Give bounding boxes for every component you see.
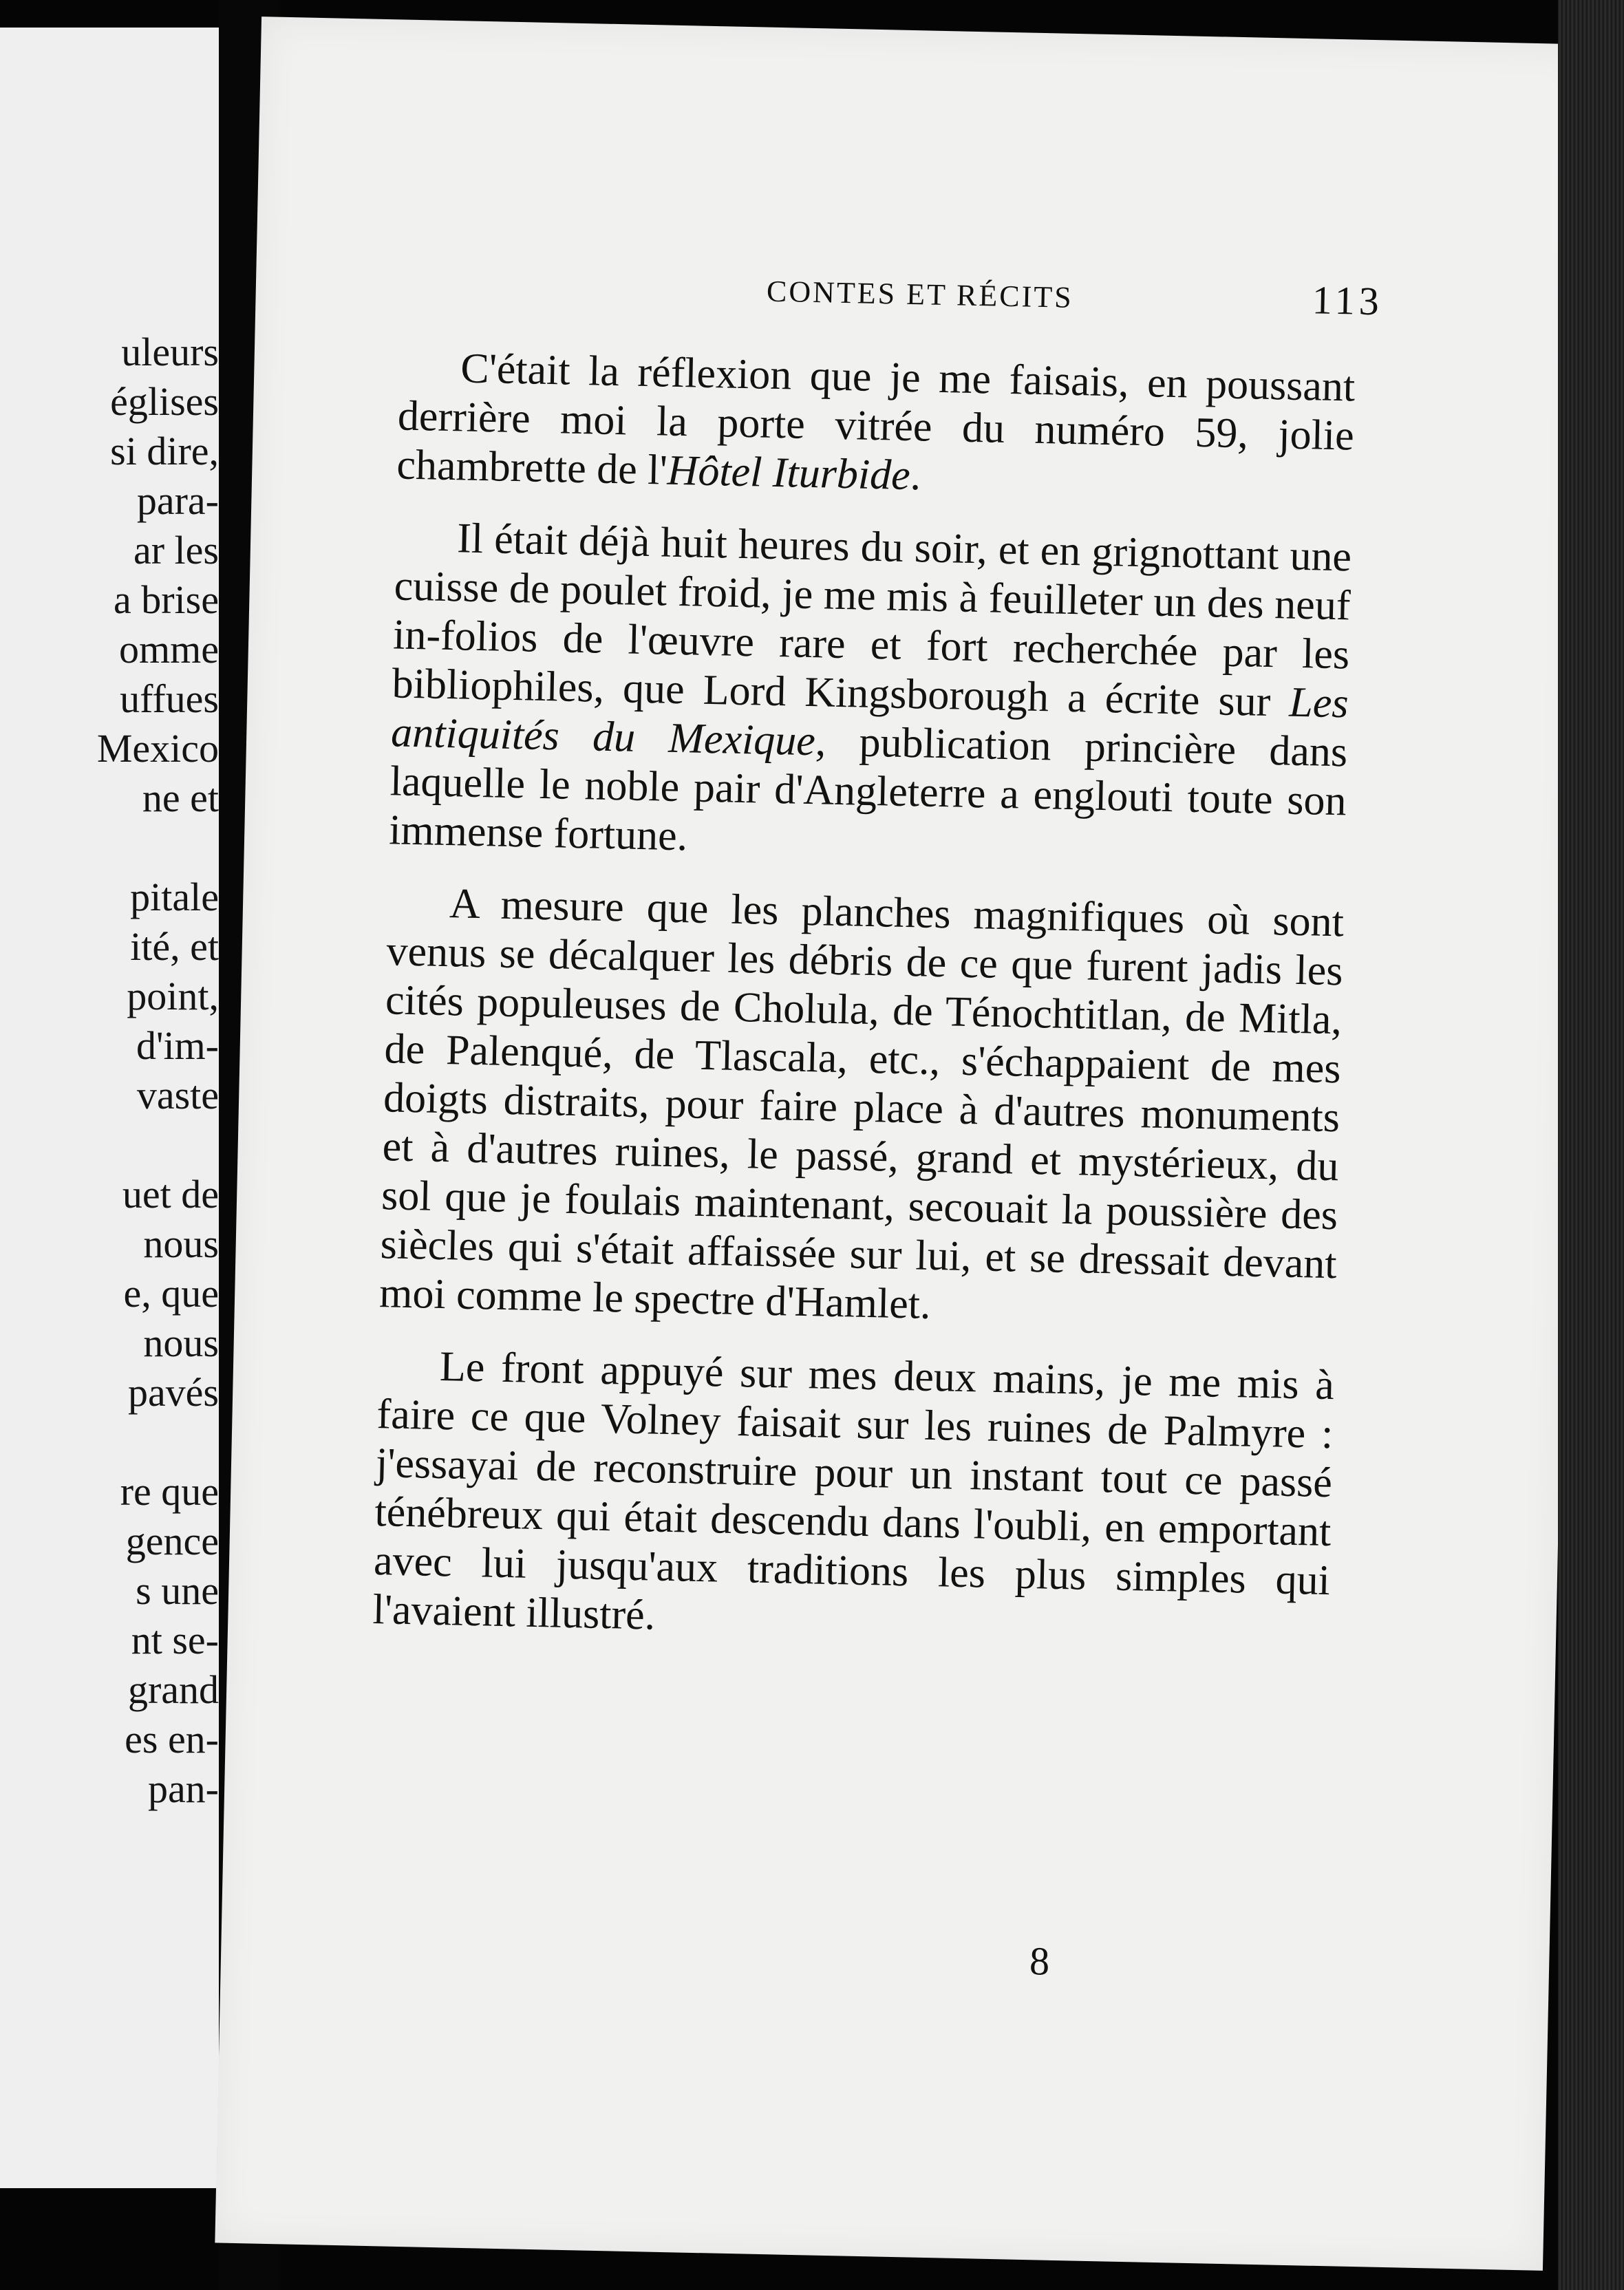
- left-page-line: omme: [119, 627, 219, 672]
- left-page-line: point,: [127, 974, 219, 1018]
- paragraph: [396, 343, 1356, 509]
- page-edges: [1558, 0, 1624, 2290]
- paragraph: Le front appuyé sur mes deux mains, je me mis à faire ce que Volney faisait sur les ruines de Palmyre : j'essayai de reconstruire pour un instant tout ce passé ténébreux qui était descendu dans l'oubli, en emportant avec lui jusqu'aux traditions les plus simples qui l'avaient illustré.: [372, 1343, 1335, 1639]
- paragraph: A mesure que les planches magnifiques où sont venus se décalquer les débris de ce que furent jadis les cités populeuses de Cholula, de Ténochtitlan, de Mitla, de Palenqué, de Tlascala, etc., s'échappaient de mes doigts distraits, pour faire place à d'autres monuments et à d'autres ruines, le passé, grand et mystérieux, du sol que je foulais maintenant, secouait la poussière des siècles qui s'était affaissée sur lui, et se dressait devant moi comme le spectre d'Hamlet.: [378, 880, 1345, 1328]
- left-page-line: Mexico: [96, 726, 219, 771]
- paragraph: [389, 513, 1352, 875]
- left-page-line: uet de: [122, 1172, 219, 1217]
- left-page-line: ne et: [142, 775, 219, 820]
- left-page-line: d'im-: [136, 1023, 219, 1068]
- left-page-line: e, que: [123, 1271, 219, 1316]
- page-number: 113: [1312, 277, 1384, 324]
- body-text: [372, 343, 1356, 1654]
- left-page-line: églises: [110, 379, 219, 424]
- text-run: .: [909, 452, 921, 500]
- left-page-line: pavés: [127, 1370, 219, 1415]
- text-run: , publication princière dans laquelle le noble pair d'Angleterre a englouti toute son immense fortune.: [388, 718, 1348, 860]
- left-page-line: nt se-: [131, 1618, 219, 1662]
- left-page-line: para-: [136, 478, 219, 523]
- left-page-line: pan-: [147, 1766, 219, 1811]
- left-page-line: s une: [136, 1568, 219, 1613]
- left-page-line: gence: [125, 1519, 219, 1563]
- left-page-line: pitale: [130, 875, 219, 919]
- signature-mark: 8: [1029, 1938, 1050, 1984]
- left-page-line: si dire,: [110, 429, 219, 473]
- left-page-line: ar les: [133, 528, 219, 572]
- left-page-line: ité, et: [130, 924, 219, 969]
- left-page-line: uleurs: [121, 330, 219, 374]
- text-run: Il était déjà huit heures du soir, et en grignottant une cuisse de poulet froid, je me mis à feuilleter un des neuf in-folios de l'œuvre rare et fort recherchée par les bibliophiles, que Lord Kingsborough a écrite sur: [392, 515, 1352, 726]
- left-page-line: grand: [127, 1667, 219, 1712]
- left-page-line: nous: [143, 1320, 219, 1365]
- running-head: CONTES ET RÉCITS: [766, 274, 1074, 314]
- book-page: [215, 17, 1589, 2271]
- left-page-line: a brise: [114, 577, 219, 622]
- left-page-line: re que: [120, 1469, 219, 1514]
- left-page-line: uffues: [120, 676, 219, 721]
- left-facing-page: [0, 28, 226, 2188]
- left-page-line: nous: [143, 1221, 219, 1266]
- italic-title: Hôtel Iturbide: [667, 447, 911, 500]
- italic-title: Les antiquités du Mexique: [390, 678, 1349, 765]
- text-run: C'était la réflexion que je me faisais, en poussant derrière moi la porte vitrée du numéro 59, jolie chambrette de l': [396, 345, 1356, 494]
- left-page-line: vaste: [136, 1073, 219, 1117]
- left-page-line: es en-: [125, 1717, 219, 1762]
